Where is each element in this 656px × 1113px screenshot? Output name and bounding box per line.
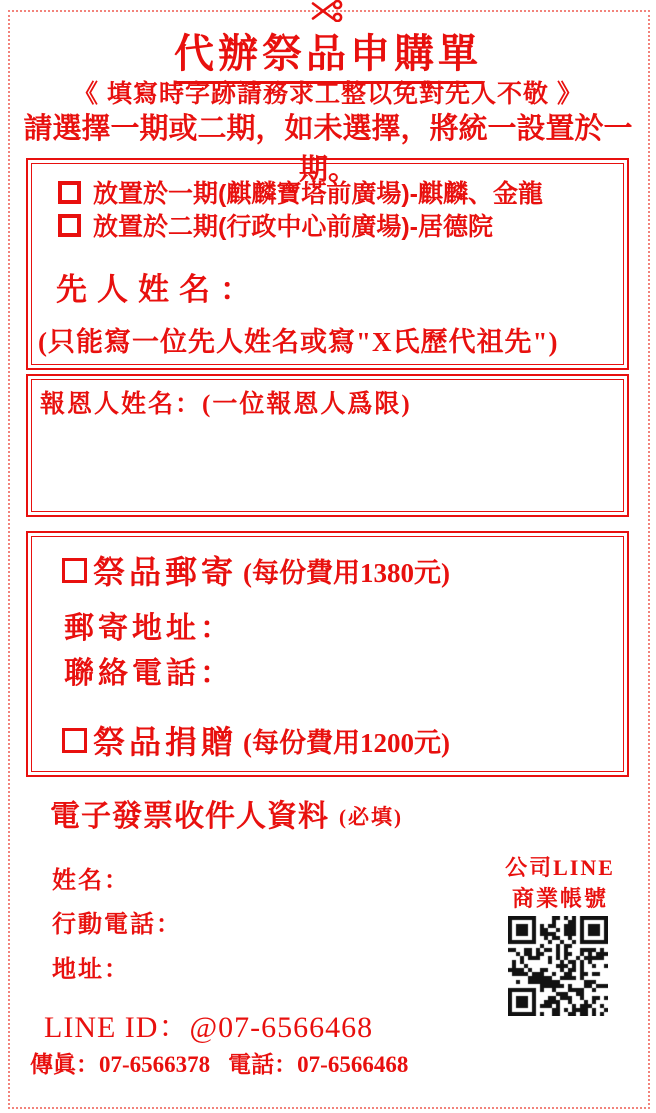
contact-phone-label: 聯絡電話： bbox=[64, 657, 234, 690]
invoice-required-note: (必填) bbox=[339, 805, 403, 829]
line-account-caption bbox=[496, 853, 624, 915]
phase1-label: 放置於一期(麒麟寶塔前廣場)-麒麟、金龍 bbox=[93, 180, 543, 208]
donate-option-label: 祭品捐贈 bbox=[93, 724, 238, 760]
delivery-section-box bbox=[26, 531, 629, 777]
invoice-address-label: 地址： bbox=[52, 956, 130, 983]
repayer-section-box bbox=[26, 374, 629, 517]
mail-option-checkbox[interactable] bbox=[62, 558, 87, 583]
donate-option-fee: (每份費用1200元) bbox=[243, 727, 450, 758]
line-account-line1: 公司LINE bbox=[505, 855, 615, 880]
placement-section-box bbox=[26, 158, 629, 370]
placement-option-phase2 bbox=[58, 207, 493, 243]
deceased-name-note: (只能寫一位先人姓名或寫"X氏歷代祖先") bbox=[38, 327, 559, 357]
scissors-icon bbox=[311, 0, 345, 22]
donate-option-row bbox=[62, 717, 450, 763]
phase1-checkbox[interactable] bbox=[58, 181, 81, 204]
mail-option-label: 祭品郵寄 bbox=[93, 554, 238, 590]
phase2-label: 放置於二期(行政中心前廣場)-居德院 bbox=[93, 213, 493, 241]
invoice-section-heading bbox=[50, 791, 403, 835]
invoice-address-input-area[interactable] bbox=[130, 945, 460, 981]
mail-option-fee: (每份費用1380元) bbox=[243, 557, 450, 588]
deceased-name-label: 先人姓名： bbox=[56, 272, 261, 307]
phase2-checkbox[interactable] bbox=[58, 214, 81, 237]
donate-option-checkbox[interactable] bbox=[62, 728, 87, 753]
mail-option-row bbox=[62, 547, 450, 593]
deceased-name-input-area[interactable] bbox=[288, 260, 615, 308]
fax-phone-row bbox=[30, 1046, 408, 1079]
line-account-line2: 商業帳號 bbox=[511, 885, 608, 911]
invoice-mobile-label: 行動電話： bbox=[52, 911, 182, 938]
fax-number: 傳眞：07-6566378 bbox=[30, 1052, 211, 1077]
invoice-mobile-input-area[interactable] bbox=[200, 900, 460, 936]
repayer-name-input-area[interactable] bbox=[36, 424, 619, 507]
phone-number: 電話：07-6566468 bbox=[228, 1052, 409, 1077]
mail-address-label: 郵寄地址： bbox=[64, 612, 234, 645]
invoice-name-label: 姓名： bbox=[52, 867, 130, 894]
mail-address-input-area[interactable] bbox=[238, 599, 615, 641]
invoice-name-input-area[interactable] bbox=[130, 856, 460, 892]
placement-option-phase1 bbox=[58, 174, 543, 210]
contact-phone-input-area[interactable] bbox=[238, 644, 615, 686]
invoice-heading-text: 電子發票收件人資料 bbox=[50, 800, 329, 833]
line-id-text: LINE ID：@07-6566468 bbox=[44, 1011, 374, 1044]
handwriting-warning: 《 填寫時字跡請務求工整以免對先人不敬 》 bbox=[73, 80, 583, 108]
phase-selection-instruction: 請選擇一期或二期，如未選擇，將統一設置於一期。 bbox=[23, 113, 633, 186]
form-title: 代辦祭品申購單 bbox=[174, 22, 482, 84]
repayer-name-label: 報恩人姓名：(一位報恩人爲限) bbox=[40, 391, 412, 418]
line-qr-code bbox=[508, 916, 608, 1016]
